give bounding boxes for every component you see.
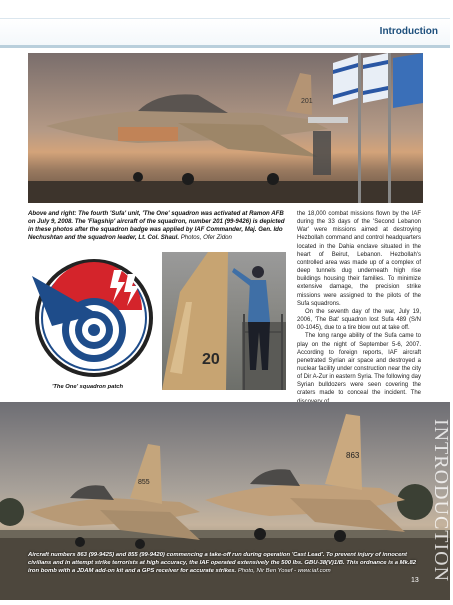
main-caption	[28, 210, 290, 242]
body-paragraph: On the seventh day of the war, July 19, 2006, 'The Bat' squadron lost Sufa 489 (S/N 00-1045), due to a tire blow out at take off.	[297, 308, 421, 332]
tail-number-ground: 20	[202, 351, 220, 368]
page-number: 13	[411, 577, 419, 584]
bottom-caption	[28, 551, 423, 575]
photo-tail-badge-application	[162, 252, 286, 390]
tail-number-bottom-left: 855	[138, 479, 150, 486]
vertical-section-label	[430, 408, 453, 593]
tail-illustration	[162, 252, 286, 390]
squadron-patch-photo	[28, 252, 160, 380]
tail-number-bottom-right: 863	[346, 451, 360, 460]
jet-right	[205, 414, 405, 542]
jet-illustration	[28, 53, 423, 203]
main-caption-credit: Photos, Ofer Zidon	[180, 234, 232, 242]
body-paragraph: the 18,000 combat missions flown by the IAF during the 33 days of the 'Second Lebanon War' were missions aimed at destroying Hezbollah command and control headquarters located in the Dahia enclave situated in the heart of Beirut, Lebanon. Hezbollah's controlled area was made up of a complex of deep tunnels dug underneath high rise buildings housing their families. To minimize extensive damage, the precision strike missions were assigned to the pilots of the Sufa squadrons.	[297, 211, 421, 307]
main-caption-text: Above and right: The fourth 'Sufa' unit, 'The One' squadron was activated at Ramon AFB on July 9, 2008. The 'Flagship' aircraft of the squadron, number 201 (99-9426) is depicted in these photos after the squadron badge was applied by IAF Commander, Maj. Gen. Ido Nechushtan and the squadron leader, Lt. Col. Shaul.	[28, 210, 285, 242]
bottom-caption-credit: Photo, Nir Ben Yosef - www.iaf.com	[237, 568, 331, 574]
bottom-caption-text: Aircraft numbers 863 (99-9425) and 855 (99-9420) commencing a take-off run during operation 'Cast Lead'. To prevent injury of innocent civilians and in attempt strike terrorists at high accuracy, the IAF operated extensively the 500 lbs. GBU-38(V)1/B. This ordnance is a Mk.82 iron bomb with a JDAM add-on kit and a GPS receiver for accurate strikes.	[28, 552, 417, 574]
patch-caption: 'The One' squadron patch	[52, 384, 124, 390]
squadron-patch-icon	[28, 252, 160, 380]
body-text-column	[297, 210, 421, 406]
tail-number-top: 201	[301, 98, 313, 105]
section-title: Introduction	[379, 26, 438, 37]
flags	[333, 53, 423, 203]
body-paragraph: The long range ability of the Sufa came to play on the night of September 5-6, 2007. According to foreign reports, IAF aircraft penetrated Syrian air space and destroyed a nuclear facility under construction near the city of Dir A-Zur in eastern Syria. The following day Syrian bulldozers were seen covering the craters made to conceal the incident. The	[297, 333, 421, 397]
photo-jet-with-flags	[28, 53, 423, 203]
vertical-section-label-text: INTRODUCTION	[430, 418, 453, 583]
